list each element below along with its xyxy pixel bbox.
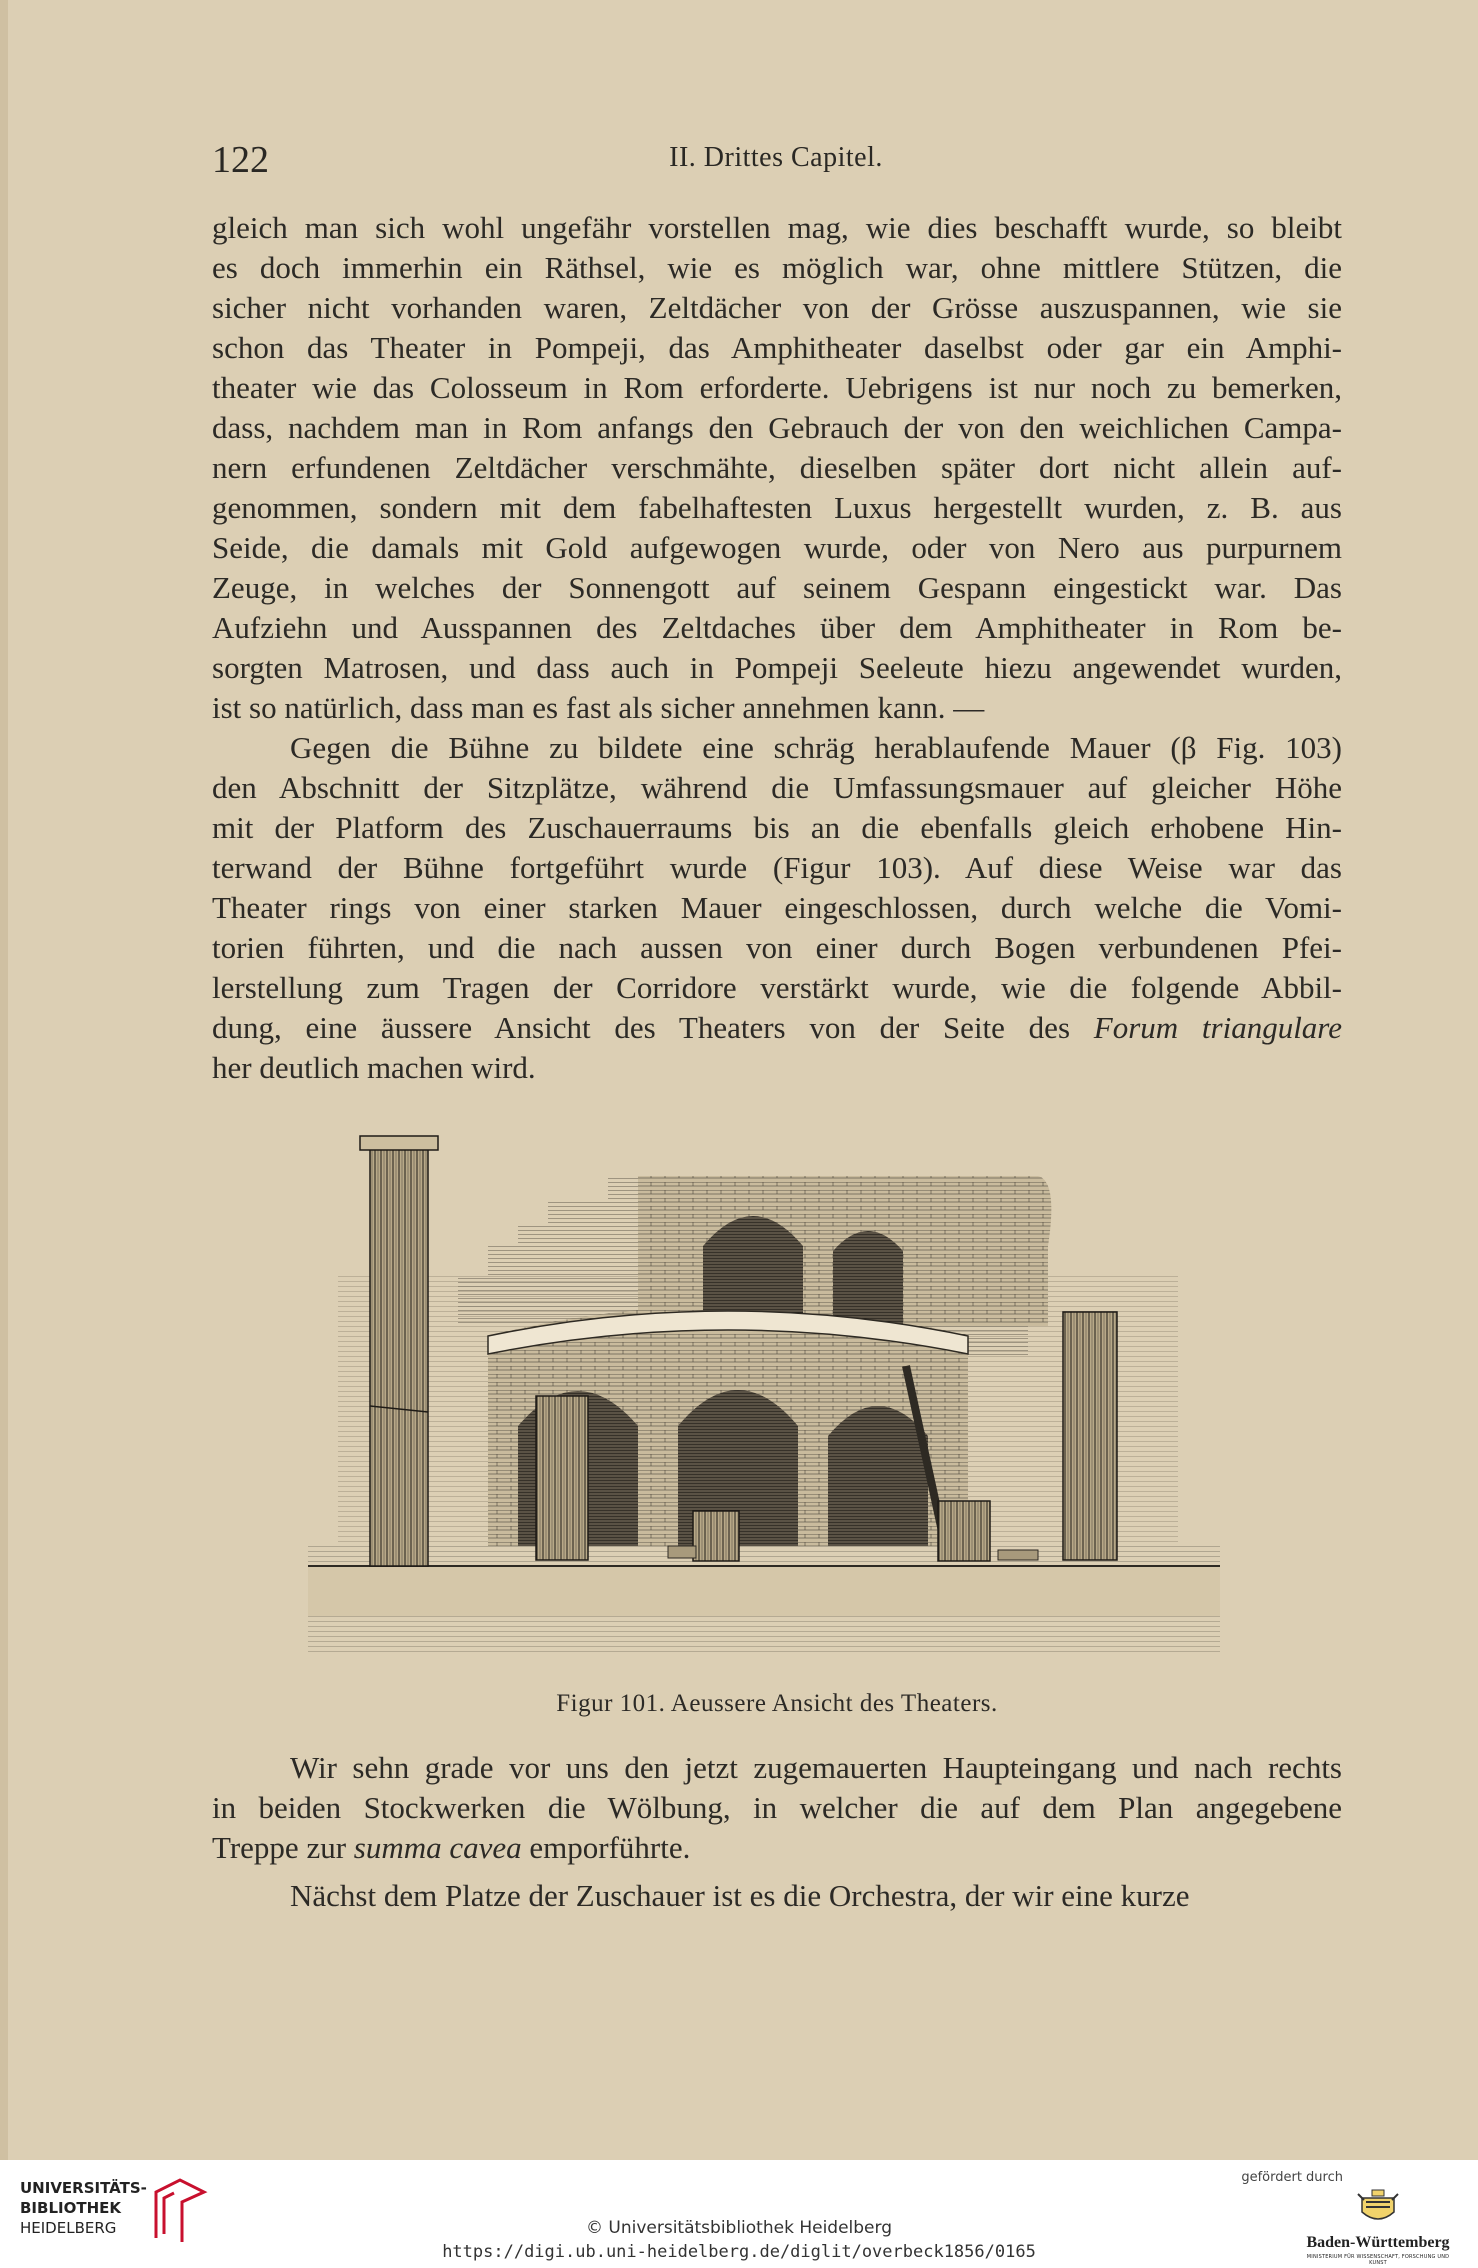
funder-subtitle: MINISTERIUM FÜR WISSENSCHAFT, FORSCHUNG UND KUNST bbox=[1306, 2254, 1450, 2266]
text-line: sicher nicht vorhanden waren, Zeltdächer von der Grösse auszuspannen, wie sie bbox=[212, 290, 1342, 325]
text-line: Nächst dem Platze der Zuschauer ist es die Orchestra, der wir eine kurze bbox=[290, 1878, 1190, 1913]
text-line: terwand der Bühne fortgeführt wurde (Figur 103). Auf diese Weise war das bbox=[212, 850, 1342, 885]
text-line: ist so natürlich, dass man es fast als sicher annehmen kann. — bbox=[212, 690, 985, 725]
text-line: dung, eine äussere Ansicht des Theaters von der Seite des Forum triangulare bbox=[212, 1010, 1342, 1045]
paragraph-2 bbox=[212, 728, 1342, 1088]
text-line: mit der Platform des Zuschauerraums bis an die ebenfalls gleich erhobene Hin- bbox=[212, 810, 1342, 845]
text-line: sorgten Matrosen, und dass auch in Pompeji Seeleute hiezu angewendet wurden, bbox=[212, 650, 1342, 685]
state-coat-of-arms-icon bbox=[1356, 2188, 1400, 2228]
paragraph-3 bbox=[212, 1748, 1342, 1868]
text-line: Seide, die damals mit Gold aufgewogen wurde, oder von Nero aus purpurnem bbox=[212, 530, 1342, 565]
text-line: nern erfundenen Zeltdächer verschmähte, dieselben später dort nicht allein auf- bbox=[212, 450, 1342, 485]
funder-logo[interactable] bbox=[1298, 2188, 1458, 2266]
paragraph-1 bbox=[212, 208, 1342, 728]
paragraph-4 bbox=[212, 1876, 1342, 1916]
permalink[interactable]: https://digi.ub.uni-heidelberg.de/diglit/overbeck1856/0165 bbox=[442, 2242, 1036, 2262]
page-edge-shadow bbox=[0, 0, 8, 2160]
text-line: theater wie das Colosseum in Rom erforderte. Uebrigens ist nur noch zu bemerken, bbox=[212, 370, 1342, 405]
text-line: Theater rings von einer starken Mauer eingeschlossen, durch welche die Vomi- bbox=[212, 890, 1342, 925]
funder-name: Baden-Württemberg bbox=[1306, 2234, 1450, 2251]
page-number: 122 bbox=[212, 139, 269, 181]
text-line: den Abschnitt der Sitzplätze, während die Umfassungsmauer auf gleicher Höhe bbox=[212, 770, 1342, 805]
copyright-notice: © Universitätsbibliothek Heidelberg bbox=[585, 2218, 892, 2238]
text-line: torien führten, und die nach aussen von einer durch Bogen verbundenen Pfei- bbox=[212, 930, 1342, 965]
figure-caption: Figur 101. Aeussere Ansicht des Theaters. bbox=[556, 1690, 998, 1717]
library-name: UNIVERSITÄTS- BIBLIOTHEK HEIDELBERG bbox=[20, 2179, 147, 2237]
text-line: Treppe zur summa cavea emporführte. bbox=[212, 1830, 691, 1865]
text-line: in beiden Stockwerken die Wölbung, in welcher die auf dem Plan angegebene bbox=[212, 1790, 1342, 1825]
text-line: es doch immerhin ein Räthsel, wie es möglich war, ohne mittlere Stützen, die bbox=[212, 250, 1342, 285]
text-line: Wir sehn grade vor uns den jetzt zugemauerten Haupteingang und nach rechts bbox=[290, 1750, 1342, 1785]
engraving-illustration bbox=[308, 1126, 1220, 1672]
text-line: dass, nachdem man in Rom anfangs den Gebrauch der von den weichlichen Campa- bbox=[212, 410, 1342, 445]
text-line: Zeuge, in welches der Sonnengott auf seinem Gespann eingestickt war. Das bbox=[212, 570, 1342, 605]
viewer-footer bbox=[0, 2160, 1478, 2268]
text-line: genommen, sondern mit dem fabelhaftesten Luxus hergestellt wurden, z. B. aus bbox=[212, 490, 1342, 525]
funder-label: gefördert durch bbox=[1241, 2170, 1343, 2185]
running-head: II. Drittes Capitel. bbox=[669, 142, 883, 173]
text-line: Gegen die Bühne zu bildete eine schräg herablaufende Mauer (β Fig. 103) bbox=[290, 730, 1342, 765]
text-line: her deutlich machen wird. bbox=[212, 1050, 536, 1085]
page-header bbox=[212, 138, 1340, 181]
text-line: gleich man sich wohl ungefähr vorstellen mag, wie dies beschafft wurde, so bleibt bbox=[212, 210, 1342, 245]
text-line: schon das Theater in Pompeji, das Amphitheater daselbst oder gar ein Amphi- bbox=[212, 330, 1342, 365]
text-line: Aufziehn und Ausspannen des Zeltdaches über dem Amphitheater in Rom be- bbox=[212, 610, 1342, 645]
theater-engraving bbox=[308, 1126, 1220, 1672]
text-line: lerstellung zum Tragen der Corridore verstärkt wurde, wie die folgende Abbil- bbox=[212, 970, 1342, 1005]
